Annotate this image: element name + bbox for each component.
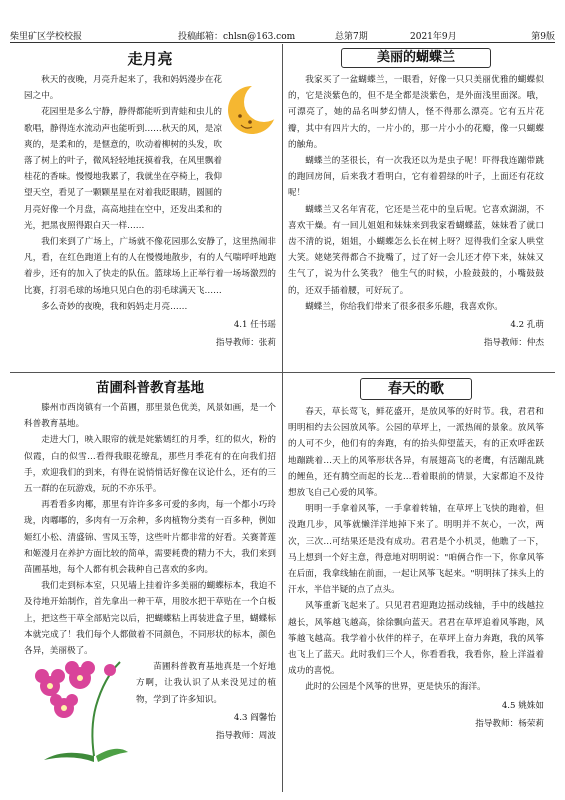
paragraph: 再看看多肉椰，那里有许许多多可爱的多肉，每一个都小巧玲珑，肉嘟嘟的，多肉有一万余种，多肉植物分类有一百多种，例如姬红小松、清盛锦、雪凤玉等，这些叶片都非常的好看。关赛菁莲和姬漫月在养护方面比较的简单，需要耗费的精力不大，我们来到苗圃基地，每个人都有机会栽种自己喜欢的多肉。	[24, 500, 276, 576]
page-header	[10, 28, 555, 43]
row-divider	[10, 372, 555, 373]
paragraph: 蝴蝶兰的茎很长，有一次我还以为是虫子呢！吓得我连蹦带跳的跑回房间，后来我才看明白，它有着碧绿的叶子，上面还有花纹呢！	[288, 156, 544, 199]
paragraph: 风筝重新飞起来了。只见君君迎跑边摇动线轴，手中的线越拉越长，风筝越飞越高，徐徐飘向蓝天。君君在草坪追着风筝跑，风筝越飞越高。我学着小伙伴的样子，在草坪上奋力奔跑，我的风筝也飞上了蓝天。此时我们三个人，你看看我，我看你，脸上洋溢着成功的喜悦。	[288, 601, 544, 677]
teacher: 指导教师：周波	[215, 731, 276, 742]
paragraph: 我家买了一盆蝴蝶兰，一眼看，好像一只只美丽优雅的蝴蝶似的，它是淡紫色的，但不是全都是淡紫色，是外面浅里面深。哦，可漂亮了，她的品名叫梦幻情人，怪不得那么漂亮。它有五片花瓣，其中有四片大的，一片小的，那一片小小的花瓣，像一只蝴蝶的触角。	[288, 75, 544, 150]
page-number: 第9版	[531, 32, 555, 42]
article-spring-song	[288, 378, 544, 792]
school-name: 柴里矿区学校校报	[10, 32, 83, 42]
issue-number: 总第7期	[335, 32, 368, 42]
issue-date: 2021年9月	[410, 32, 457, 42]
paragraph: 我们来到了广场上，广场就不像花园那么安静了，这里热闹非凡，看，在红色跑道上有的人在慢慢地散步，有的人气喘呼呼地跑着步，还有的加入了快走的队伍。篮球场上正举行着一场场激烈的比赛，打羽毛球的场地只见白色的羽毛球满天飞……	[24, 237, 276, 296]
paragraph: 春天，草长莺飞，鲜花盛开，是放风筝的好时节。我，君君和明明相约去公园放风筝。公园的草坪上，一派热闹的景象。放风筝的人可不少，他们有的奔跑，有的抬头仰望蓝天，有的正欢呼雀跃地蹦跳着…天上的风筝形状各异，有展翅高飞的老鹰，有活蹦乱跳的鲤鱼，还有腾空而起的长龙…看着眼前的情景，大家都迫不及待想放飞自己心爱的风筝。	[288, 407, 544, 499]
teacher: 指导教师：杨荣莉	[475, 718, 544, 729]
paragraph: 苗圃科普教育基地真是一个好地方啊，让我认识了从来没见过的植物，学到了许多知识。	[136, 662, 276, 705]
article-title: 走月亮	[127, 50, 173, 68]
author: 4.5 姚姝如	[501, 700, 544, 711]
paragraph: 秋天的夜晚，月亮升起来了，我和妈妈漫步在花园之中。	[24, 75, 222, 102]
article-title: 美丽的蝴蝶兰	[341, 48, 491, 68]
orchid-flower-icon	[24, 656, 132, 766]
submission-email: 投稿邮箱：chlsn@163.com	[178, 32, 296, 42]
author: 4.3 阎馨怡	[233, 712, 276, 723]
author: 4.2 孔萌	[510, 320, 544, 331]
article-nursery-base	[24, 378, 276, 792]
paragraph: 此时的公园是个风筝的世界，更是快乐的海洋。	[305, 682, 486, 693]
teacher: 指导教师：仲杰	[483, 338, 544, 349]
article-title: 春天的歌	[360, 378, 472, 400]
teacher: 指导教师：张莉	[215, 338, 276, 349]
article-moon	[24, 48, 276, 366]
paragraph: 我们走到标本室，只见墙上挂着许多美丽的蝴蝶标本，我迫不及待地开始制作，首先拿出一种干草，用胶水把干草贴在一个白板上，把这些干草全部贴完以后，把蝴蝶粘上再装进盒子里，蝴蝶标本就完成了！我们每个人都做着不同颜色，不同形状的标本，颜色各异，美丽极了。	[24, 581, 276, 657]
crescent-moon-icon	[226, 78, 276, 138]
article-butterfly-orchid	[288, 48, 544, 366]
article-title: 苗圃科普教育基地	[96, 380, 204, 396]
paragraph: 蝴蝶兰又名年宵花，它还是兰花中的皇后呢。它喜欢湖湖，不喜欢干燥。有一回儿姐姐和妹妹来到我家看蝴蝶蓝，妹妹看了就口齿不清的说，姐姐，小蝴蝶怎么长在树上呀？逗得我们全家人哄堂大笑。姥姥笑得都合不拢嘴了，过了好一会儿还才停下来，妹妹又生气了，说为什么笑我？ 他生气的时候，小脸鼓鼓的，小嘴鼓鼓的，还双手插着腰，可好玩了。	[288, 204, 544, 296]
paragraph: 滕州市西岗镇有一个苗圃，那里景色优美，风景如画，是一个科普教育基地。	[24, 403, 276, 430]
paragraph: 多么奇妙的夜晚，我和妈妈走月亮……	[41, 301, 188, 312]
author: 4.1 任书瑶	[233, 320, 276, 331]
paragraph: 明明一手拿着风筝，一手拿着转轴，在草坪上飞快的跑着，但没跑几步，风筝就懒洋洋地掉下来了。明明并不灰心，一次，两次，三次…可结果还是没有成功。君君是个小机灵，他瞧了一下，马上想到一个好主意，得意地对明明说："咱俩合作一下，你拿风筝在后面，我拿线轴在前面，一起让风筝飞起来。"明明抹了抹头上的汗水，半信半疑的点了点头。	[288, 504, 544, 596]
paragraph: 走进大门，映入眼帘的就是姹紫嫣红的月季，红的似火，粉的似霞，白的似雪…看得我眼花缭乱，那些月季花有的在向我们招手，欢迎我们的到来，有得在说悄悄话好像在议论什么，还有的三五一群的在玩游戏，玩的不亦乐乎。	[24, 435, 276, 495]
paragraph: 花园里是多么宁静，静得都能听到青蛙和虫儿的歌唱，静得连水流动声也能听到……秋天的风，是凉爽的，是柔和的，是惬意的，吹动着柳树的头发，吹落了树上的叶子，微风轻轻地抚摸着我，在风里飘着桂花的香味。慢慢地我累了，我就坐在亭椅上，我仰望天空，看见了一颗颗星星在对着我眨眼睛，圆圆的月亮好像一个月盘，高高地挂在空中，还发出柔和的光，把黑夜照得跟白天一样……	[24, 107, 222, 231]
paragraph: 蝴蝶兰，你给我们带来了很多很多乐趣，我喜欢你。	[305, 301, 503, 312]
column-divider	[282, 44, 283, 792]
